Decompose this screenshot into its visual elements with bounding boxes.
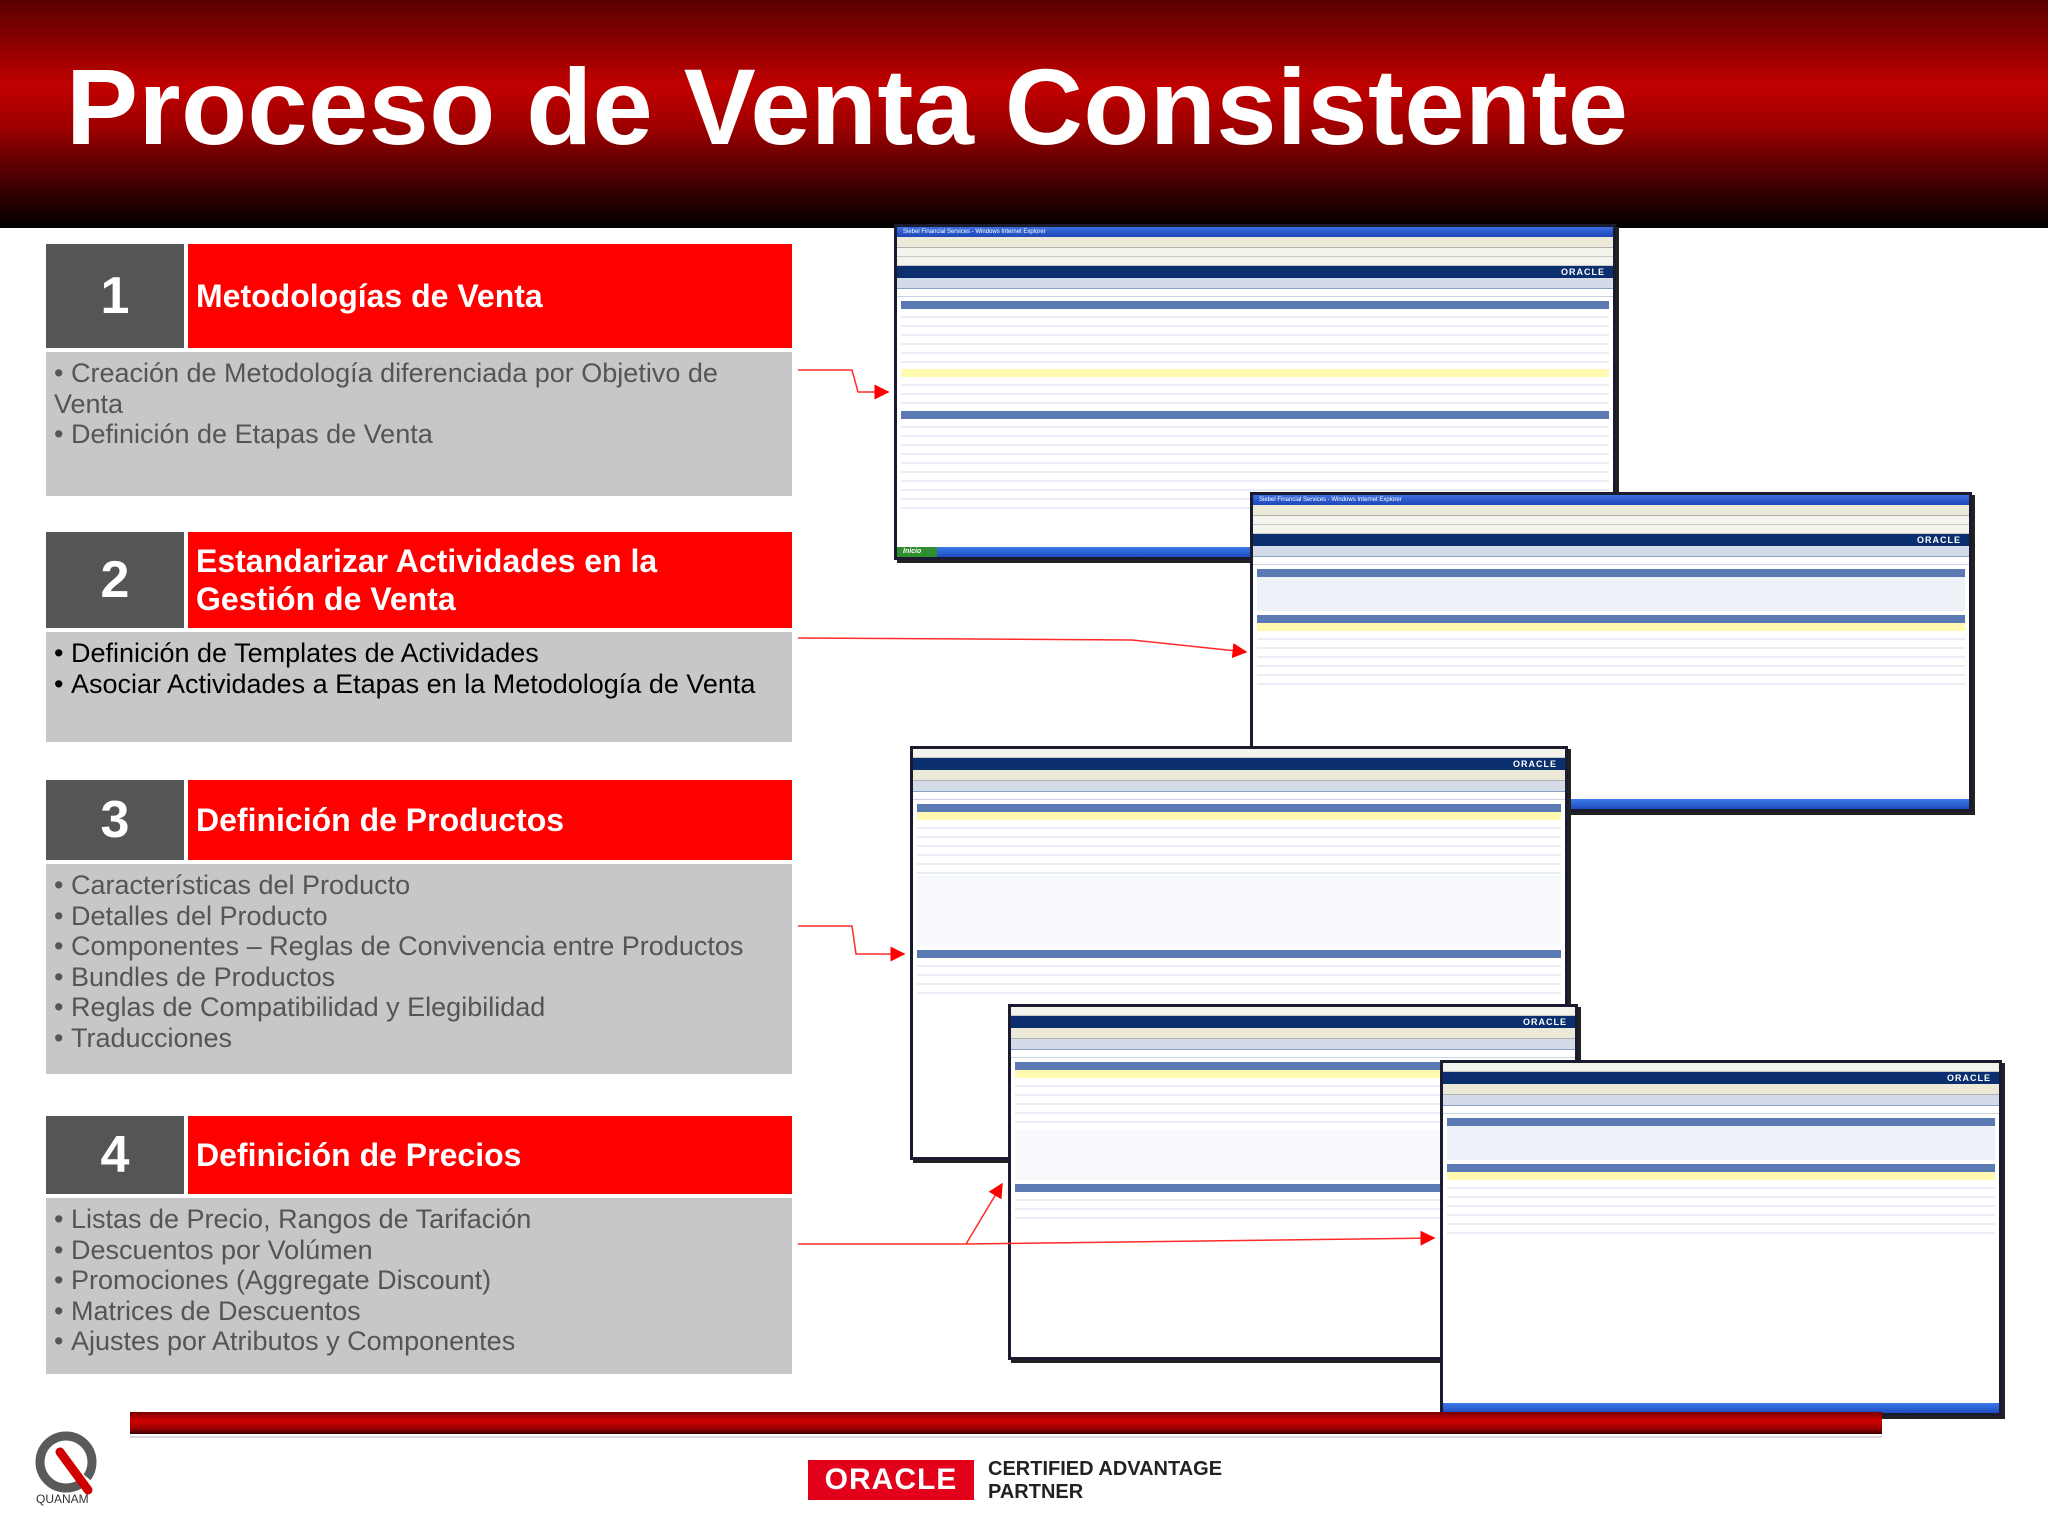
section-3-bullet: • Reglas de Compatibilidad y Elegibilidad	[54, 992, 784, 1023]
section-4-bullet: • Listas de Precio, Rangos de Tarifación	[54, 1204, 784, 1235]
section-3-bullet: • Componentes – Reglas de Convivencia entre Productos	[54, 931, 784, 962]
arrow-section-3	[798, 926, 904, 954]
section-3-heading: Definición de Productos	[188, 780, 792, 860]
footer-bar	[130, 1412, 1882, 1434]
section-3-bullet: • Traducciones	[54, 1023, 784, 1054]
section-1-heading: Metodologías de Venta	[188, 244, 792, 348]
arrow-section-1	[798, 370, 888, 392]
section-3-bullet: • Bundles de Productos	[54, 962, 784, 993]
section-2-number: 2	[46, 532, 184, 628]
footer-divider	[130, 1436, 1882, 1438]
oracle-brand: ORACLE	[897, 266, 1613, 278]
window-title-bar: Siebel Financial Services - Windows Internet Explorer	[897, 227, 1613, 237]
oracle-logo-text: ORACLE	[824, 1463, 958, 1496]
oracle-brand: ORACLE	[1011, 1016, 1575, 1028]
window-title-bar: Siebel Financial Services - Windows Internet Explorer	[1253, 495, 1969, 505]
section-3-bullet: • Detalles del Producto	[54, 901, 784, 932]
section-4-number: 4	[46, 1116, 184, 1194]
oracle-brand: ORACLE	[1253, 534, 1969, 546]
arrow-section-4b	[966, 1238, 1434, 1244]
quanam-name: QUANAM	[36, 1492, 89, 1506]
arrow-section-4a	[798, 1184, 1002, 1244]
section-3-number: 3	[46, 780, 184, 860]
section-4-bullet: • Promociones (Aggregate Discount)	[54, 1265, 784, 1296]
section-2-bullet: • Definición de Templates de Actividades	[54, 638, 784, 669]
oracle-logo	[808, 1460, 974, 1500]
section-4-bullet: • Ajustes por Atributos y Componentes	[54, 1326, 784, 1357]
oracle-brand: ORACLE	[1443, 1072, 1999, 1084]
arrow-section-2	[798, 638, 1246, 652]
section-4-bullet: • Descuentos por Volúmen	[54, 1235, 784, 1266]
certified-partner-label	[988, 1458, 1222, 1504]
start-button: Inicio	[897, 547, 937, 557]
section-1-number: 1	[46, 244, 184, 348]
section-2-bullet: • Asociar Actividades a Etapas en la Metodología de Venta	[54, 669, 784, 700]
section-2-heading: Estandarizar Actividades en la Gestión de Venta	[188, 532, 792, 628]
section-1-bullet: • Definición de Etapas de Venta	[54, 419, 784, 450]
section-4-bullet: • Matrices de Descuentos	[54, 1296, 784, 1327]
certified-line-2: PARTNER	[988, 1481, 1084, 1503]
oracle-brand: ORACLE	[913, 758, 1565, 770]
section-4-heading: Definición de Precios	[188, 1116, 792, 1194]
section-1-bullet: • Creación de Metodología diferenciada por Objetivo de Venta	[54, 358, 784, 419]
section-3-bullet: • Características del Producto	[54, 870, 784, 901]
certified-line-1: CERTIFIED ADVANTAGE	[988, 1458, 1223, 1480]
slide-title: Proceso de Venta Consistente	[66, 46, 1629, 167]
